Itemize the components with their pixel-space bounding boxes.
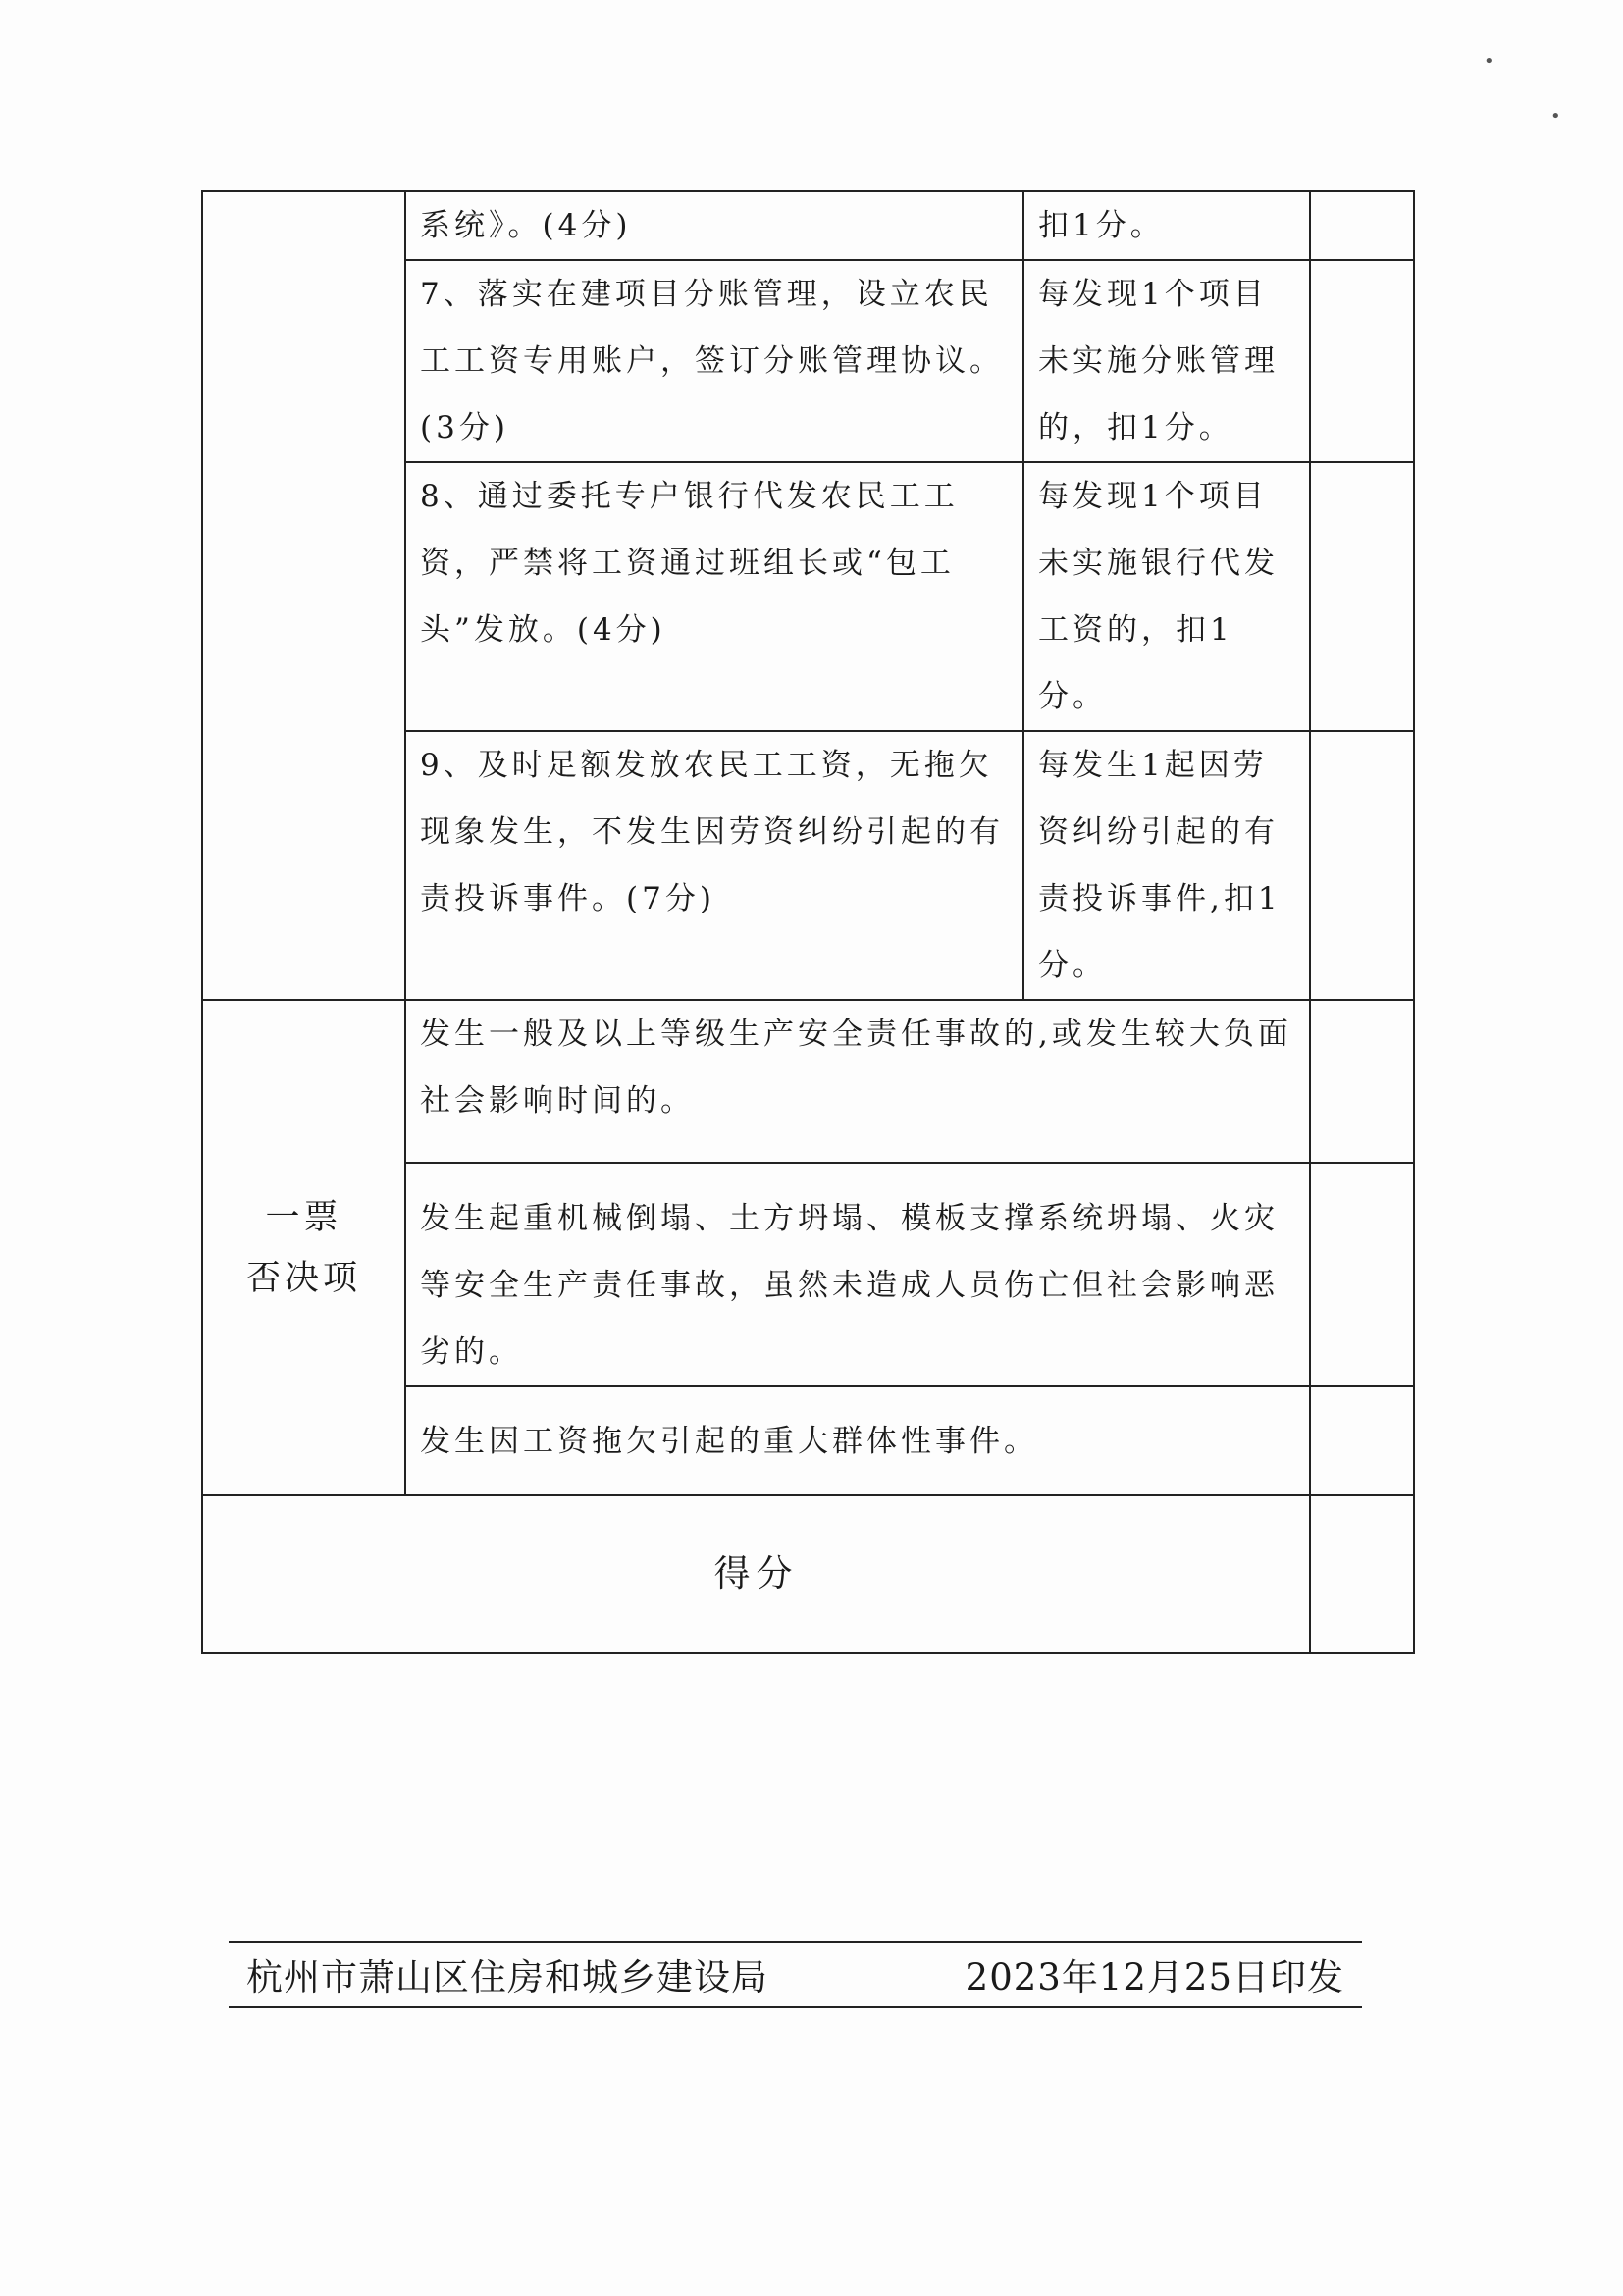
score-cell bbox=[1310, 260, 1414, 462]
table-row bbox=[202, 191, 1414, 260]
score-label-cell bbox=[202, 1495, 1310, 1653]
deduction-cell: 扣1分。 bbox=[1023, 191, 1310, 260]
evaluation-table bbox=[201, 190, 1415, 1654]
document-footer bbox=[229, 1941, 1362, 2008]
veto-label-cell bbox=[202, 1000, 405, 1495]
score-cell bbox=[1310, 1386, 1414, 1495]
deduction-cell: 每发生1起因劳资纠纷引起的有责投诉事件,扣1分。 bbox=[1023, 731, 1310, 1000]
veto-item: 发生一般及以上等级生产安全责任事故的,或发生较大负面社会影响时间的。 bbox=[405, 1000, 1310, 1163]
standard-cell: 8、通过委托专户银行代发农民工工资，严禁将工资通过班组长或“包工头”发放。(4分) bbox=[405, 462, 1023, 731]
category-cell bbox=[202, 191, 405, 1000]
veto-item: 发生因工资拖欠引起的重大群体性事件。 bbox=[405, 1386, 1310, 1495]
score-label: 得分 bbox=[713, 1551, 799, 1594]
deduction-cell: 每发现1个项目未实施银行代发工资的，扣1分。 bbox=[1023, 462, 1310, 731]
score-cell bbox=[1310, 191, 1414, 260]
score-cell bbox=[1310, 462, 1414, 731]
print-date: 2023年12月25日印发 bbox=[965, 1957, 1344, 1999]
score-cell bbox=[1310, 731, 1414, 1000]
deduction-cell: 每发现1个项目未实施分账管理的，扣1分。 bbox=[1023, 260, 1310, 462]
score-cell bbox=[1310, 1163, 1414, 1386]
veto-label-line2: 否决项 bbox=[245, 1258, 361, 1298]
total-score-cell bbox=[1310, 1495, 1414, 1653]
veto-item: 发生起重机械倒塌、土方坍塌、模板支撑系统坍塌、火灾等安全生产责任事故，虽然未造成人员伤亡但社会影响恶劣的。 bbox=[405, 1163, 1310, 1386]
total-row bbox=[202, 1495, 1414, 1653]
standard-cell: 9、及时足额发放农民工工资，无拖欠现象发生，不发生因劳资纠纷引起的有责投诉事件。(7分) bbox=[405, 731, 1023, 1000]
standard-cell: 系统》。(4分) bbox=[405, 191, 1023, 260]
veto-label-line1: 一票 bbox=[265, 1197, 342, 1237]
standard-cell: 7、落实在建项目分账管理，设立农民工工资专用账户，签订分账管理协议。(3分) bbox=[405, 260, 1023, 462]
veto-row bbox=[202, 1000, 1414, 1163]
issuer-name: 杭州市萧山区住房和城乡建设局 bbox=[246, 1957, 768, 1999]
scan-mark: • bbox=[1484, 51, 1494, 72]
score-cell bbox=[1310, 1000, 1414, 1163]
scan-mark: • bbox=[1550, 106, 1561, 127]
